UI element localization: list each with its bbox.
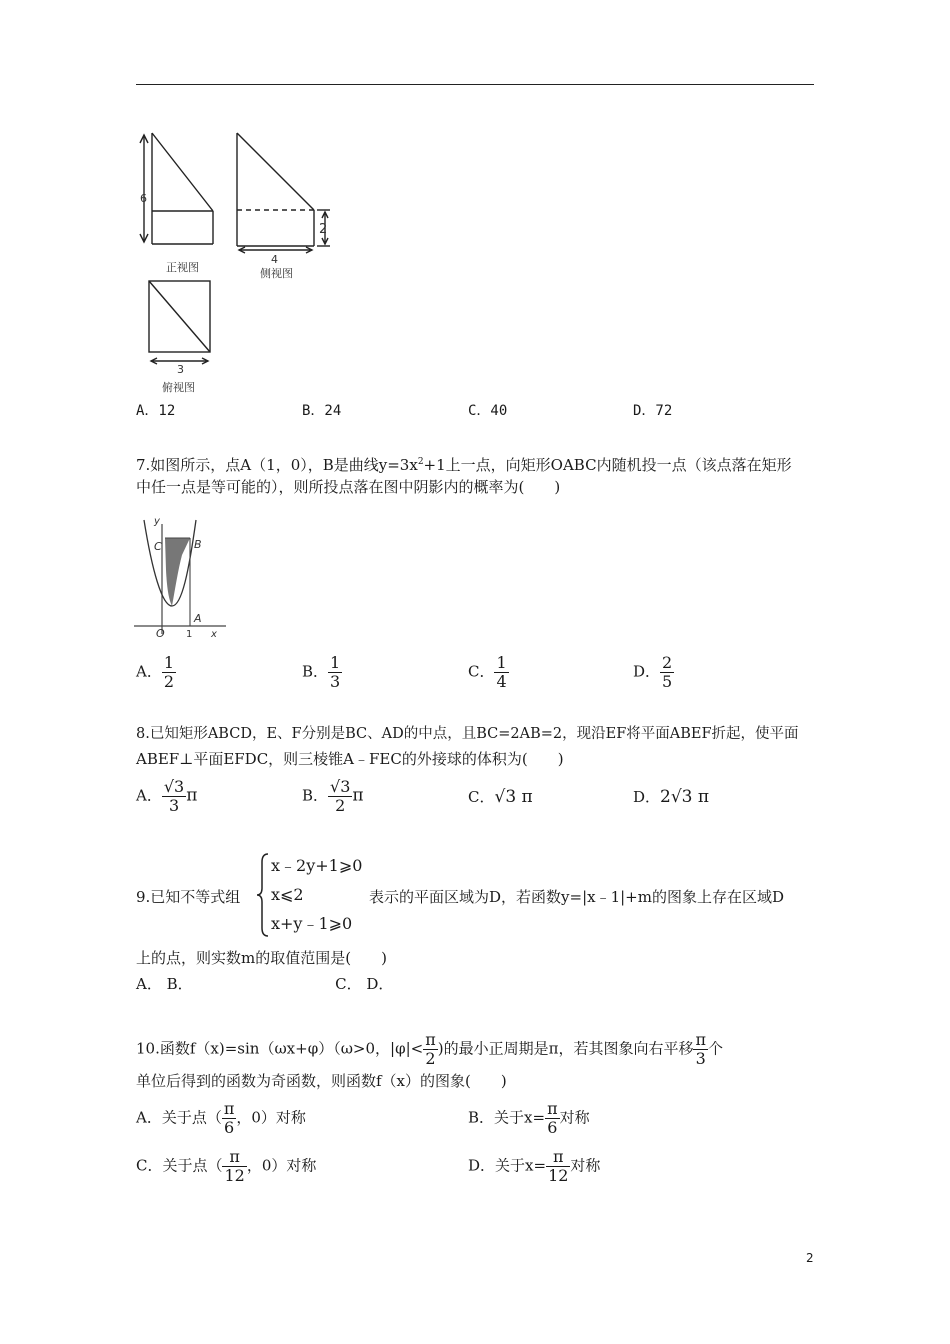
q8-option-d	[633, 787, 709, 807]
q8-option-b	[302, 778, 364, 815]
q7-question-line1	[136, 452, 792, 475]
inequality-1: x﹣2y+1⩾0	[271, 856, 363, 875]
numerator: π	[695, 1030, 706, 1049]
denominator: 6	[547, 1118, 558, 1137]
q10-option-d	[468, 1148, 600, 1185]
front-view-label: 正视图	[166, 261, 199, 274]
q7-question-line2: 中任一点是等可能的），则所投点落在图中阴影内的概率为( )	[136, 478, 561, 496]
system-brace	[256, 852, 270, 938]
side-view-label: 侧视图	[260, 267, 293, 280]
denominator: 2	[163, 672, 175, 691]
dim-4-label: 4	[271, 253, 278, 266]
origin-label: O	[156, 627, 165, 640]
inequality-3: x+y﹣1⩾0	[271, 914, 353, 933]
q10-option-a	[136, 1100, 306, 1137]
option-expression: √3 π	[494, 787, 533, 807]
numerator: π	[547, 1099, 558, 1118]
numerator: π	[546, 1148, 570, 1167]
fraction-pi-2	[423, 1031, 438, 1068]
option-letter: D．	[633, 662, 661, 681]
option-letter: C．	[468, 788, 495, 806]
q9-suffix: 表示的平面区域为D，若函数y=|x﹣1|+m的图象上存在区域D	[369, 888, 784, 906]
q8-question-line2: ABEF⊥平面EFDC，则三棱锥A﹣FEC的外接球的体积为( )	[136, 750, 564, 768]
fraction	[222, 1100, 237, 1137]
q7-option-c	[468, 654, 509, 691]
option-letter: B．	[302, 662, 329, 681]
option-letter: C．	[468, 662, 495, 681]
option-suffix: ，0）对称	[236, 1108, 306, 1127]
q10-option-b	[468, 1100, 590, 1137]
option-letter: D．	[633, 788, 661, 806]
header-rule	[136, 84, 814, 85]
pi-symbol: π	[186, 785, 198, 806]
axis-y-label: y	[154, 516, 160, 527]
denominator: 3	[695, 1049, 706, 1068]
q10-text-c: 个	[707, 1039, 723, 1058]
q10-question-line2: 单位后得到的函数为奇函数，则函数f（x）的图象( )	[136, 1072, 507, 1090]
option-expression: 2√3 π	[660, 787, 710, 807]
q7-superscript: 2	[417, 457, 424, 467]
numerator: 2	[662, 653, 673, 672]
three-view-figure	[130, 125, 340, 400]
numerator: 1	[163, 653, 175, 672]
fraction	[494, 654, 508, 691]
page-number: 2	[806, 1251, 814, 1265]
option-prefix: A．关于点（	[136, 1108, 222, 1127]
q9-options: A． B． C． D．	[136, 975, 394, 993]
point-a-label: A	[194, 612, 202, 625]
front-view	[140, 133, 213, 244]
q7-text-b: +1上一点，向矩形OABC内随机投一点（该点落在矩形	[423, 456, 792, 474]
numerator: √3	[163, 777, 185, 796]
dim-2-label: 2	[319, 222, 328, 237]
q6-option-d: D．72	[633, 403, 673, 419]
option-prefix: C．关于点（	[136, 1156, 223, 1175]
inequality-2: x⩽2	[271, 885, 304, 904]
point-b-label: B	[194, 538, 202, 551]
axis-x-label: x	[211, 629, 217, 640]
q7-option-a	[136, 654, 176, 691]
q6-option-a: A．12	[136, 403, 176, 419]
denominator: 5	[662, 672, 673, 691]
fraction	[222, 1148, 246, 1185]
fraction	[162, 778, 186, 815]
q6-option-b: B．24	[302, 403, 342, 419]
numerator: 1	[330, 653, 341, 672]
option-letter: A．	[136, 662, 162, 681]
fraction	[328, 654, 342, 691]
q8-option-c	[468, 787, 533, 807]
option-prefix: B．关于x=	[468, 1108, 546, 1127]
denominator: 2	[425, 1049, 436, 1068]
pi-symbol: π	[352, 785, 364, 806]
fraction	[545, 1100, 560, 1137]
q10-question-line1	[136, 1031, 723, 1068]
dim-6-label: 6	[140, 192, 147, 205]
q9-question-line2: 上的点，则实数m的取值范围是( )	[136, 949, 387, 967]
q9-prefix: 9.已知不等式组	[136, 888, 241, 906]
fraction	[162, 654, 176, 691]
denominator: 12	[548, 1166, 569, 1185]
option-letter: B．	[302, 786, 329, 805]
q8-option-a	[136, 778, 197, 815]
denominator: 3	[168, 796, 180, 815]
denominator: 4	[496, 672, 507, 691]
dim-3-label: 3	[177, 363, 184, 376]
tick-one-label: 1	[186, 629, 193, 640]
numerator: π	[223, 1099, 235, 1118]
shaded-region	[165, 538, 172, 606]
fraction-pi-3	[693, 1031, 708, 1068]
option-suffix: 对称	[559, 1108, 590, 1127]
fraction	[660, 654, 674, 691]
option-prefix: D．关于x=	[468, 1156, 547, 1175]
fraction	[546, 1148, 570, 1185]
denominator: 3	[330, 672, 341, 691]
q7-option-b	[302, 654, 342, 691]
option-suffix: 对称	[570, 1156, 601, 1175]
denominator: 12	[224, 1166, 245, 1185]
top-view	[149, 281, 210, 364]
q8-question-line1: 8.已知矩形ABCD，E、F分别是BC、AD的中点，且BC=2AB=2，现沿EF将平面ABEF折起，使平面	[136, 726, 799, 742]
top-view-label: 俯视图	[162, 381, 195, 394]
numerator: √3	[330, 777, 351, 796]
option-letter: A．	[136, 786, 162, 805]
numerator: 1	[496, 653, 507, 672]
q7-parabola-graph	[134, 510, 234, 640]
q7-option-d	[633, 654, 674, 691]
q7-text-a: 7.如图所示，点A（1，0），B是曲线y=3x	[136, 456, 418, 474]
q10-text-a: 10.函数f（x)=sin（ωx+φ）（ω>0，|φ|<	[136, 1039, 424, 1058]
denominator: 2	[335, 796, 346, 815]
point-c-label: C	[154, 540, 162, 553]
option-suffix: ，0）对称	[246, 1156, 317, 1175]
q10-text-b: )的最小正周期是π，若其图象向右平移	[437, 1039, 694, 1058]
q6-option-c: C．40	[468, 403, 508, 419]
numerator: π	[425, 1030, 436, 1049]
side-view	[237, 133, 330, 253]
numerator: π	[222, 1148, 246, 1167]
q10-option-c	[136, 1148, 316, 1185]
fraction	[328, 778, 352, 815]
denominator: 6	[224, 1118, 235, 1137]
